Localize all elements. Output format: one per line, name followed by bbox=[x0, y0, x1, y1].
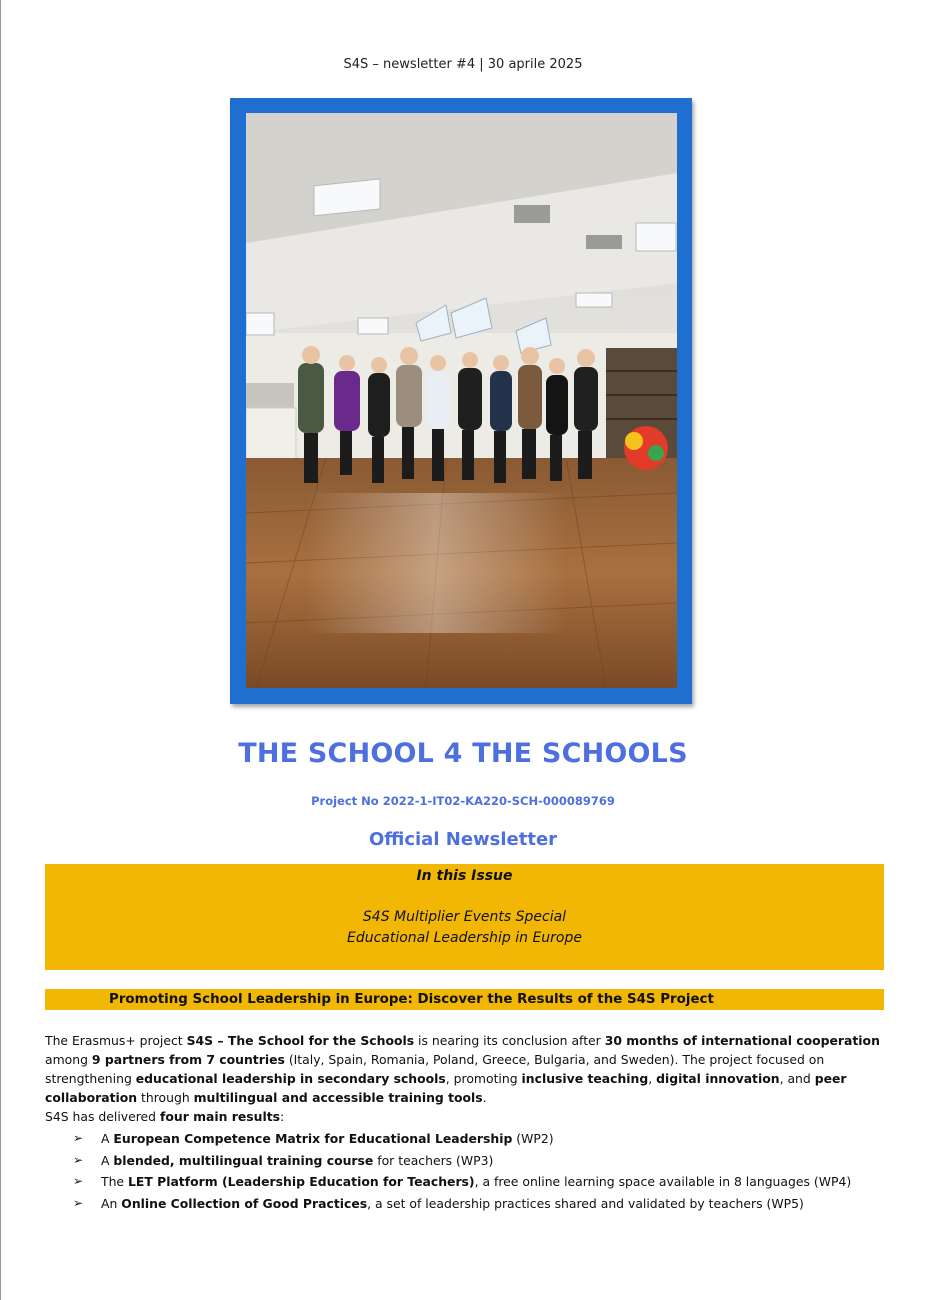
text-run: , a free online learning space available in 8 languages (WP4) bbox=[474, 1174, 852, 1189]
text-run: . bbox=[482, 1090, 487, 1105]
issue-topic-2: Educational Leadership in Europe bbox=[346, 930, 582, 946]
section-heading: Promoting School Leadership in Europe: Discover the Results of the S4S Project bbox=[45, 989, 884, 1010]
text-run: An bbox=[101, 1195, 122, 1211]
newsletter-subtitle: Official Newsletter bbox=[368, 829, 558, 850]
intro-paragraph bbox=[45, 1031, 885, 1107]
page-edge bbox=[0, 0, 1, 1300]
text-run: (WP2) bbox=[512, 1131, 554, 1146]
in-this-issue-box bbox=[45, 864, 884, 970]
results-intro bbox=[45, 1107, 885, 1126]
in-this-issue-heading: In this Issue bbox=[416, 868, 513, 884]
text-run: The bbox=[101, 1174, 128, 1189]
text-run: , a set of leadership practices shared and validated by teachers (WP5) bbox=[367, 1195, 804, 1211]
text-run: , bbox=[648, 1071, 657, 1086]
text-bold: multilingual and accessible training tools bbox=[193, 1090, 483, 1105]
group-photo bbox=[246, 113, 677, 688]
newsletter-header: S4S – newsletter #4 | 30 aprile 2025 bbox=[343, 57, 583, 72]
text-bold: digital innovation bbox=[656, 1071, 780, 1086]
text-run: A bbox=[101, 1152, 114, 1168]
text-run: , and bbox=[779, 1071, 815, 1086]
text-bold: educational leadership in secondary schools bbox=[135, 1071, 446, 1086]
project-number: Project No 2022-1-IT02-KA220-SCH-000089769 bbox=[311, 794, 615, 808]
text-run: through bbox=[137, 1090, 194, 1105]
text-run: , promoting bbox=[445, 1071, 522, 1086]
arrow-bullet-icon: ➢ bbox=[73, 1174, 84, 1188]
arrow-bullet-icon: ➢ bbox=[73, 1195, 84, 1210]
list-item bbox=[73, 1150, 883, 1172]
text-run: (Italy, Spain, Romania, Poland, Greece, Bulgaria, and Sweden). The project focused on strengthening bbox=[45, 1052, 825, 1086]
text-bold: inclusive teaching bbox=[521, 1071, 649, 1086]
text-run: is nearing its conclusion after bbox=[414, 1033, 605, 1048]
text-bold: 9 partners from 7 countries bbox=[91, 1052, 285, 1067]
text-bold: Online Collection of Good Practices bbox=[121, 1195, 368, 1211]
list-item bbox=[73, 1128, 883, 1150]
text-bold: blended, multilingual training course bbox=[113, 1152, 374, 1168]
list-item bbox=[73, 1171, 883, 1193]
text-run: : bbox=[280, 1109, 285, 1124]
text-run: among bbox=[45, 1052, 92, 1067]
text-run: S4S has delivered bbox=[45, 1109, 160, 1124]
arrow-bullet-icon: ➢ bbox=[73, 1152, 84, 1167]
newsletter-title: THE SCHOOL 4 THE SCHOOLS bbox=[238, 738, 688, 769]
photo-frame bbox=[230, 98, 692, 704]
text-bold: 30 months of international cooperation bbox=[604, 1033, 880, 1048]
text-bold: European Competence Matrix for Educational Leadership bbox=[113, 1131, 513, 1146]
intro-text bbox=[45, 1031, 885, 1126]
text-run: for teachers (WP3) bbox=[373, 1152, 494, 1168]
text-bold: four main results bbox=[159, 1109, 281, 1124]
text-bold: S4S – The School for the Schools bbox=[186, 1033, 415, 1048]
arrow-bullet-icon: ➢ bbox=[73, 1131, 84, 1145]
results-list bbox=[73, 1128, 883, 1214]
text-run: The Erasmus+ project bbox=[45, 1033, 187, 1048]
text-run: A bbox=[101, 1131, 114, 1146]
issue-topic-1: S4S Multiplier Events Special bbox=[362, 909, 567, 925]
text-bold: peer collaboration bbox=[45, 1071, 847, 1105]
text-bold: LET Platform (Leadership Education for Teachers) bbox=[127, 1174, 475, 1189]
list-item bbox=[73, 1193, 883, 1215]
